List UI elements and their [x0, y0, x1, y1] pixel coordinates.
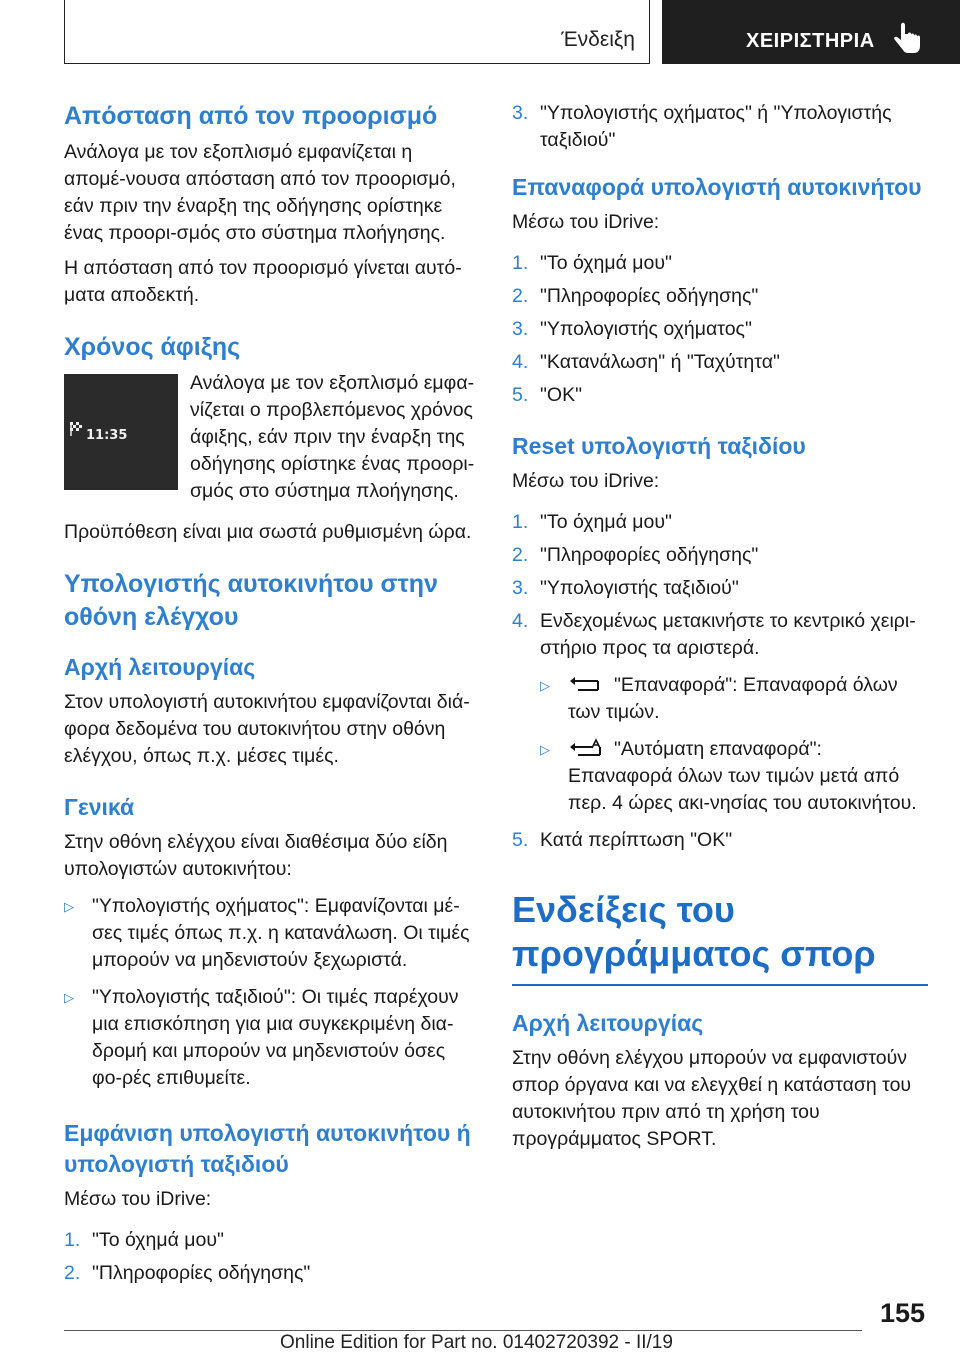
step-number: 1. [512, 511, 529, 533]
sub-list-item [540, 672, 930, 726]
step-text: Κατά περίπτωση "OK" [540, 829, 733, 851]
step-text: "OK" [540, 384, 583, 406]
footer-edition: Online Edition for Part no. 01402720392 - II/19 [280, 1332, 673, 1353]
step-number: 3. [512, 577, 529, 599]
auto-reset-arrow-icon [568, 738, 606, 758]
list-item [512, 827, 930, 854]
list-item [512, 283, 930, 310]
step-text: "Υπολογιστής ταξιδιού" [540, 577, 739, 599]
bullet-triangle-icon: ▷ [64, 990, 74, 1005]
step-number: 2. [512, 544, 529, 566]
computer-title: Υπολογιστής αυτοκινήτου στην οθόνη ελέγχου [64, 570, 438, 631]
distance-paragraph-1: Ανάλογα με τον εξοπλισμό εμφανίζεται η απομέ-νουσα απόσταση από τον προορισμό, εάν πριν την έναρξη της οδήγησης ορίστηκε ένας προορι-σμός στο σύστημα πλοήγησης. [64, 141, 456, 244]
step-number: 2. [512, 285, 529, 307]
distance-title: Απόσταση από τον προορισμό [64, 102, 438, 130]
list-item [512, 100, 930, 154]
sub-item-text: "Επαναφορά": Επαναφορά όλων των τιμών. [568, 674, 898, 723]
touch-hand-icon [892, 22, 922, 56]
principle-title: Αρχή λειτουργίας [64, 654, 256, 680]
general-title: Γενικά [64, 794, 135, 820]
reset-vehicle-via: Μέσω του iDrive: [512, 211, 660, 233]
step-number: 1. [64, 1229, 81, 1251]
step-number: 4. [512, 351, 529, 373]
bullet-text: "Υπολογιστής οχήματος": Εμφανίζονται μέ-σες τιμές όπως π.χ. η κατανάλωση. Οι τιμές μπορούν να μηδενιστούν ξεχωριστά. [92, 895, 470, 971]
arrival-time-screen [64, 374, 178, 490]
reset-arrow-icon [568, 674, 606, 694]
list-item [64, 893, 476, 974]
step-number: 5. [512, 384, 529, 406]
list-item [512, 250, 930, 277]
list-item [64, 1227, 476, 1254]
step-number: 5. [512, 829, 529, 851]
list-item [64, 984, 476, 1092]
header-chapter-label: ΧΕΙΡΙΣΤΗΡΙΑ [746, 30, 875, 52]
sub-list-item [540, 736, 930, 817]
sport-principle-text: Στην οθόνη ελέγχου μπορούν να εμφανιστούν σπορ όργανα και να ελεγχθεί η κατάσταση του αυτοκινήτου πριν από τη χρήση του προγράμματος SPORT. [512, 1047, 912, 1150]
reset-trip-via: Μέσω του iDrive: [512, 470, 660, 492]
sport-title-rule [512, 984, 928, 986]
bullet-triangle-icon: ▷ [540, 678, 550, 693]
list-item [512, 509, 930, 536]
header-section-label: Ένδειξη [561, 28, 635, 51]
arrival-time-value: 11:35 [86, 428, 128, 443]
page-number: 155 [880, 1298, 926, 1328]
arrival-figure [64, 370, 476, 505]
bullet-triangle-icon: ▷ [540, 742, 550, 757]
list-item [512, 542, 930, 569]
general-text: Στην οθόνη ελέγχου είναι διαθέσιμα δύο είδη υπολογιστών αυτοκινήτου: [64, 831, 448, 880]
arrival-paragraph-1: Ανάλογα με τον εξοπλισμό εμφα-νίζεται ο προβλεπόμενος χρόνος άφιξης, εάν πριν την έναρξη της οδήγησης ορίστηκε ένας προορι-σμός στο σύστημα πλοήγησης. [190, 372, 475, 502]
right-column [512, 100, 930, 1153]
list-item [512, 382, 930, 409]
display-via: Μέσω του iDrive: [64, 1188, 212, 1210]
step-text: "Το όχημά μου" [92, 1229, 224, 1251]
left-column [64, 100, 476, 1287]
step-number: 3. [512, 318, 529, 340]
list-item [64, 1260, 476, 1287]
step-text: "Υπολογιστής οχήματος" [540, 318, 752, 340]
step-text: "Το όχημά μου" [540, 252, 672, 274]
list-item [512, 608, 930, 662]
arrival-title: Χρόνος άφιξης [64, 333, 241, 361]
sport-principle-title: Αρχή λειτουργίας [512, 1010, 704, 1036]
step-number: 2. [64, 1262, 81, 1284]
header-chapter-tab[interactable] [662, 0, 960, 64]
list-item [512, 316, 930, 343]
footer-rule [64, 1330, 862, 1331]
sport-title: Ενδείξεις του προγράμματος σπορ [512, 889, 876, 974]
step-text: "Κατανάλωση" ή "Ταχύτητα" [540, 351, 780, 373]
step-text: "Το όχημά μου" [540, 511, 672, 533]
header-section-box [64, 0, 650, 64]
distance-paragraph-2: Η απόσταση από τον προορισμό γίνεται αυτό-ματα αποδεκτή. [64, 257, 462, 306]
step-number: 1. [512, 252, 529, 274]
reset-vehicle-title: Επαναφορά υπολογιστή αυτοκινήτου [512, 174, 922, 200]
principle-text: Στον υπολογιστή αυτοκινήτου εμφανίζονται διά-φορα δεδομένα του αυτοκινήτου στην οθόνη ελέγχου, όπως π.χ. μέσες τιμές. [64, 691, 470, 767]
bullet-text: "Υπολογιστής ταξιδιού": Οι τιμές παρέχουν μια επισκόπηση για μια συγκεκριμένη δια-δρομή και μπορούν να μηδενιστούν όσες φο-ρές επιθυμείτε. [92, 986, 459, 1089]
arrival-paragraph-2: Προϋπόθεση είναι μια σωστά ρυθμισμένη ώρα. [64, 521, 472, 543]
step-text: Ενδεχομένως μετακινήστε το κεντρικό χειρι-στήριο προς τα αριστερά. [540, 610, 916, 659]
step-text: "Υπολογιστής οχήματος" ή "Υπολογιστής ταξιδιού" [540, 102, 892, 151]
bullet-triangle-icon: ▷ [64, 899, 74, 914]
list-item [512, 349, 930, 376]
list-item [512, 575, 930, 602]
step-text: "Πληροφορίες οδήγησης" [92, 1262, 311, 1284]
step-text: "Πληροφορίες οδήγησης" [540, 544, 759, 566]
display-title: Εμφάνιση υπολογιστή αυτοκινήτου ή υπολογιστή ταξιδιού [64, 1120, 471, 1177]
step-text: "Πληροφορίες οδήγησης" [540, 285, 759, 307]
step-number: 4. [512, 610, 529, 632]
sub-item-text: "Αυτόματη επαναφορά": Επαναφορά όλων των τιμών μετά από περ. 4 ώρες ακι-νησίας του αυτοκινήτου. [568, 738, 917, 814]
reset-trip-title: Reset υπολογιστή ταξιδίου [512, 433, 806, 459]
flag-icon [70, 422, 84, 436]
step-number: 3. [512, 102, 529, 124]
